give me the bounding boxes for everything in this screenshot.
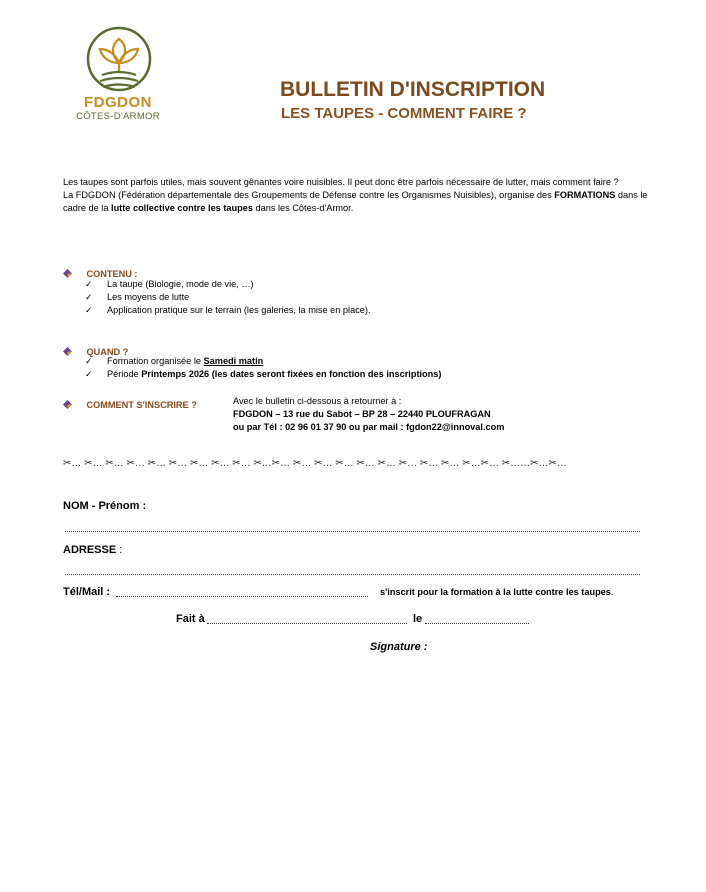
list-item [85,355,441,368]
page-title: BULLETIN D'INSCRIPTION [280,78,546,101]
contenu-title: CONTENU : [86,269,138,279]
diamond-bullet-icon [63,347,72,356]
nom-label: NOM - Prénom : [63,500,147,512]
adresse-field[interactable] [65,564,640,575]
diamond-bullet-icon [63,400,72,409]
check-icon: ✓ [85,305,93,315]
intro-formations: FORMATIONS [554,190,616,200]
cut-line: ✂… ✂… ✂… ✂… ✂… ✂… ✂… ✂… ✂… ✂…✂… ✂… ✂… ✂… ✂… ✂… ✂… ✂… ✂… ✂…✂… ✂……✂…✂… [63,458,567,469]
list-item-text [107,355,263,368]
logo-name: FDGDON [84,94,152,111]
fait-a-field[interactable] [207,613,407,624]
logo-subtitle: CÔTES-D'ARMOR [76,111,160,122]
list-item [85,278,371,291]
adresse-label: ADRESSE [63,544,117,556]
contenu-list [85,278,371,317]
inscrit-period: . [610,587,614,597]
check-icon: ✓ [85,356,93,366]
intro-text-c: dans le cadre de la [63,190,648,213]
quand-printemps: Printemps 2026 (les dates seront fixées en fonction des inscriptions) [141,369,442,379]
diamond-bullet-icon [63,269,72,278]
intro-text-e: dans les Côtes-d'Armor. [252,203,354,213]
list-item [85,368,441,381]
check-icon: ✓ [85,369,93,379]
inscrire-line-1: Avec le bulletin ci-dessous à retourner à : [233,396,402,406]
list-item [85,291,371,304]
intro-lutte: lutte collective contre les taupes [111,203,253,213]
inscrire-address: FDGDON – 13 rue du Sabot – BP 28 – 22440 PLOUFRAGAN [233,409,491,419]
intro-line-2 [63,189,653,215]
inscrire-details [233,395,504,434]
fdgdon-logo [78,25,160,125]
leaf-emblem-icon [78,25,160,95]
check-icon: ✓ [85,279,93,289]
quand-title: QUAND ? [86,347,129,357]
inscrit-text [380,587,613,597]
quand-item2-text: Période [107,369,142,379]
inscrire-title: COMMENT S'INSCRIRE ? [86,400,197,410]
signature-label: Signature : [370,641,428,653]
list-item-text: Les moyens de lutte [107,292,190,302]
quand-list [85,355,441,381]
nom-field[interactable] [65,521,640,532]
list-item [85,304,371,317]
quand-item1-text: Formation organisée le [107,356,204,366]
tel-label: Tél/Mail : [63,586,111,598]
fait-label: Fait à [176,613,205,625]
check-icon: ✓ [85,292,93,302]
intro-text-a: La FDGDON (Fédération départementale des Groupements de Défense contre les Organismes Nuisibles), organise des [63,190,555,200]
list-item-text [107,368,441,381]
inscrire-section [63,395,197,413]
intro-line-1: Les taupes sont parfois utiles, mais souvent gênantes voire nuisibles. Il peut donc être parfois nécessaire de lutter, mais comment faire ? [63,177,619,187]
le-label: le [413,613,423,625]
quand-samedi: Samedi matin [203,356,264,366]
tel-mail-field[interactable] [116,586,368,597]
list-item-text: Application pratique sur le terrain (les galeries, la mise en place). [107,305,371,315]
inscrit-sentence: s'inscrit pour la formation à la lutte contre les taupes [380,587,611,597]
list-item-text: La taupe (Biologie, mode de vie, …) [107,279,254,289]
inscrire-contact: ou par Tél : 02 96 01 37 90 ou par mail : fgdon22@innoval.com [233,422,505,432]
adresse-row [63,544,122,556]
page-subtitle: LES TAUPES - COMMENT FAIRE ? [281,105,527,122]
adresse-colon: : [116,544,123,556]
intro-text [63,176,653,215]
date-field[interactable] [425,613,529,624]
